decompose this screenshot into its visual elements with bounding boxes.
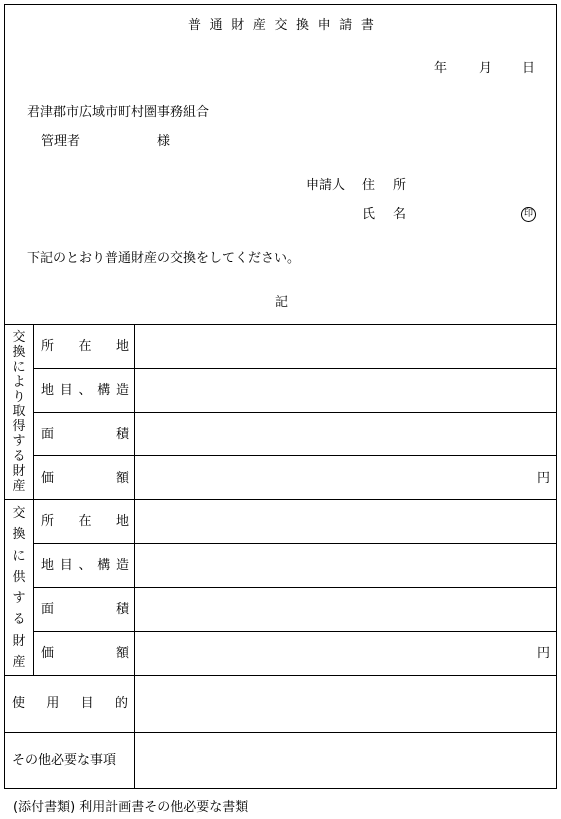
label-char: 通	[209, 18, 223, 33]
applicant-address-label	[362, 179, 406, 192]
label-char: 地	[115, 339, 129, 354]
row-divider	[33, 455, 557, 456]
label-char: 在	[78, 514, 92, 529]
section-divider	[4, 732, 557, 733]
heading-char: 交	[12, 506, 26, 521]
label-char: 在	[78, 339, 92, 354]
label-char: 住	[362, 178, 376, 193]
label-char: 額	[115, 471, 129, 486]
label-char: 造	[115, 558, 129, 573]
other-matters-label: その他必要な事項	[12, 753, 117, 768]
acquire-yen-unit: 円	[537, 471, 551, 486]
acquire-area-label	[41, 428, 129, 441]
acquire-value-label	[41, 472, 129, 485]
offer-value-label	[41, 647, 129, 660]
row-divider	[33, 368, 557, 369]
label-char: 名	[392, 207, 406, 222]
label-char: 、	[78, 558, 92, 573]
heading-char: す	[12, 434, 26, 450]
label-char: 地	[41, 558, 55, 573]
heading-char: 交	[12, 330, 26, 345]
heading-column-border	[33, 324, 34, 675]
section-divider	[4, 675, 557, 676]
label-char: 用	[46, 696, 60, 711]
label-char: 地	[41, 383, 55, 398]
label-char: 所	[41, 514, 55, 529]
label-char: 面	[41, 427, 55, 442]
table-top-border	[4, 324, 557, 325]
label-char: 所	[392, 178, 406, 193]
label-char: 価	[41, 471, 55, 486]
addressee-honorific: 様	[157, 134, 171, 149]
applicant-label: 申請人	[306, 178, 346, 193]
date-month-label: 月	[479, 61, 493, 76]
purpose-label	[12, 697, 128, 710]
acquire-location-label	[41, 340, 129, 353]
intro-text: 下記のとおり普通財産の交換をしてください。	[27, 251, 301, 266]
label-char: 産	[252, 18, 266, 33]
label-char: 申	[317, 18, 331, 33]
label-column-border	[134, 324, 135, 789]
heading-char: 財	[12, 464, 26, 480]
heading-char: 換	[12, 527, 26, 543]
label-char: 所	[41, 339, 55, 354]
label-char: 換	[296, 18, 310, 33]
addressee-organization: 君津郡市広域市町村圏事務組合	[27, 105, 210, 120]
applicant-name-label	[362, 208, 406, 221]
heading-char: 財	[12, 633, 26, 649]
acquire-section-heading	[11, 331, 27, 493]
label-char: 地	[115, 514, 129, 529]
attachment-note: (添付書類) 利用計画書その他必要な書類	[13, 800, 249, 815]
label-char: 構	[97, 558, 111, 573]
label-char: 交	[274, 18, 288, 33]
acquire-type-structure-label	[41, 384, 129, 397]
label-char: 目	[59, 558, 73, 573]
row-divider	[33, 587, 557, 588]
label-char: 目	[80, 696, 94, 711]
heading-char: に	[12, 548, 26, 564]
offer-yen-unit: 円	[537, 646, 551, 661]
offer-type-structure-label	[41, 559, 129, 572]
label-char: 使	[12, 696, 26, 711]
heading-char: 供	[12, 569, 26, 585]
heading-char: す	[12, 591, 26, 607]
heading-char: 得	[12, 419, 26, 435]
heading-char: 換	[12, 344, 26, 360]
label-char: 普	[188, 18, 202, 33]
ki-label: 記	[275, 295, 289, 310]
label-char: 価	[41, 646, 55, 661]
label-char: 的	[114, 696, 128, 711]
label-char: 請	[339, 18, 353, 33]
label-char: 構	[97, 383, 111, 398]
form-title	[188, 19, 374, 32]
row-divider	[33, 412, 557, 413]
label-char: 目	[59, 383, 73, 398]
row-divider	[33, 543, 557, 544]
heading-char: 取	[12, 404, 26, 420]
heading-char: よ	[12, 374, 26, 390]
section-divider	[4, 499, 557, 500]
label-char: 造	[115, 383, 129, 398]
label-char: 積	[115, 602, 129, 617]
offer-location-label	[41, 515, 129, 528]
offer-area-label	[41, 603, 129, 616]
label-char: 、	[78, 383, 92, 398]
label-char: 面	[41, 602, 55, 617]
heading-char: り	[12, 389, 26, 405]
heading-char: る	[12, 612, 26, 628]
label-char: 額	[115, 646, 129, 661]
label-char: 書	[360, 18, 374, 33]
heading-char: る	[12, 449, 26, 465]
heading-char: 産	[12, 478, 26, 494]
addressee-manager: 管理者	[41, 134, 81, 149]
heading-char: 産	[12, 654, 26, 670]
seal-mark: 印	[521, 207, 536, 222]
date-day-label: 日	[522, 61, 536, 76]
date-year-label: 年	[434, 61, 448, 76]
label-char: 財	[231, 18, 245, 33]
heading-char: に	[12, 359, 26, 375]
row-divider	[33, 631, 557, 632]
label-char: 氏	[362, 207, 376, 222]
offer-section-heading	[11, 507, 27, 669]
label-char: 積	[115, 427, 129, 442]
